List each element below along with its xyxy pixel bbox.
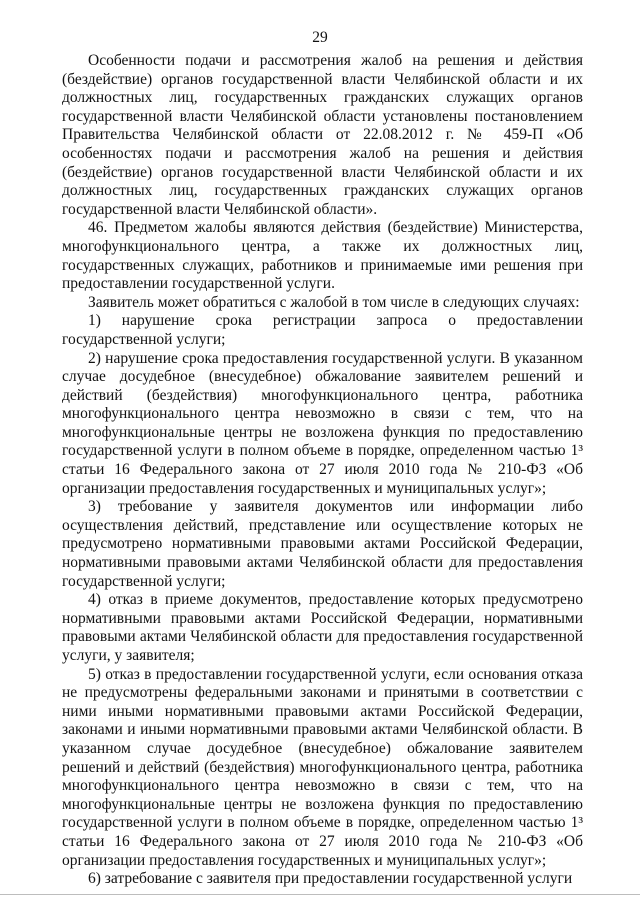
page-number: 29 <box>312 29 328 46</box>
list-item-4: 4) отказ в приеме документов, предоставление которых предусмотрено нормативными правовыми актами Российской Федерации, нормативными правовыми актами Челябинской области для предоставления государственной услуги, у заявителя; <box>62 591 583 664</box>
list-item-6: 6) затребование с заявителя при предоставлении государственной услуги <box>88 870 573 888</box>
paragraph-item-46: 46. Предметом жалобы являются действия (бездействие) Министерства, многофункционального центра, а также их должностных лиц, государственных служащих, работников и принимаемые ими решения при предоставлении государственной услуги. <box>62 219 583 293</box>
page-bottom-edge <box>0 894 640 895</box>
list-item-5: 5) отказ в предоставлении государственной услуги, если основания отказа не предусмотрены федеральными законами и принятыми в соответствии с ними иными нормативными правовыми актами Российской Федерации, законами и иными нормативными правовыми актами Челябинской области. В указанном случае досудебное (внесудебное) обжалование заявителем решений и действий (бездействия) многофункционального центра, работника многофункционального центра невозможно в связи с тем, что на многофункциональные центры не возложена функция по предоставлению государственной услуги в полном объеме в порядке, определенном частью 1³ статьи 16 Федерального закона от 27 июля 2010 года № 210-ФЗ «Об организации предоставления государственных и муниципальных услуг»; <box>62 665 583 869</box>
paragraph-cases-intro: Заявитель может обратиться с жалобой в том числе в следующих случаях: <box>88 293 580 311</box>
document-body <box>62 52 583 889</box>
list-item-1: 1) нарушение срока регистрации запроса о предоставлении государственной услуги; <box>62 312 583 348</box>
paragraph-complaint-procedure: Особенности подачи и рассмотрения жалоб на решения и действия (бездействие) органов государственной власти Челябинской области и их должностных лиц, государственных гражданских служащих органов государственной власти Челябинской области установлены постановлением Правительства Челябинской области от 22.08.2012 г. № 459-П «Об особенностях подачи и рассмотрения жалоб на решения и действия (бездействие) органов государственной власти Челябинской области и их должностных лиц, государственных гражданских служащих органов государственной власти Челябинской области». <box>62 52 583 218</box>
list-item-3: 3) требование у заявителя документов или информации либо осуществления действий, представление или осуществление которых не предусмотрено нормативными правовыми актами Российской Федерации, нормативными правовыми актами Челябинской области для предоставления государственной услуги; <box>62 498 583 590</box>
list-item-2: 2) нарушение срока предоставления государственной услуги. В указанном случае досудебное (внесудебное) обжалование заявителем решений и действий (бездействия) многофункционального центра, работника многофункционального центра невозможно в связи с тем, что на многофункциональные центры не возложена функция по предоставлению государственной услуги в полном объеме в порядке, определенном частью 1³ статьи 16 Федерального закона от 27 июля 2010 года № 210-ФЗ «Об организации предоставления государственных и муниципальных услуг»; <box>62 349 583 497</box>
